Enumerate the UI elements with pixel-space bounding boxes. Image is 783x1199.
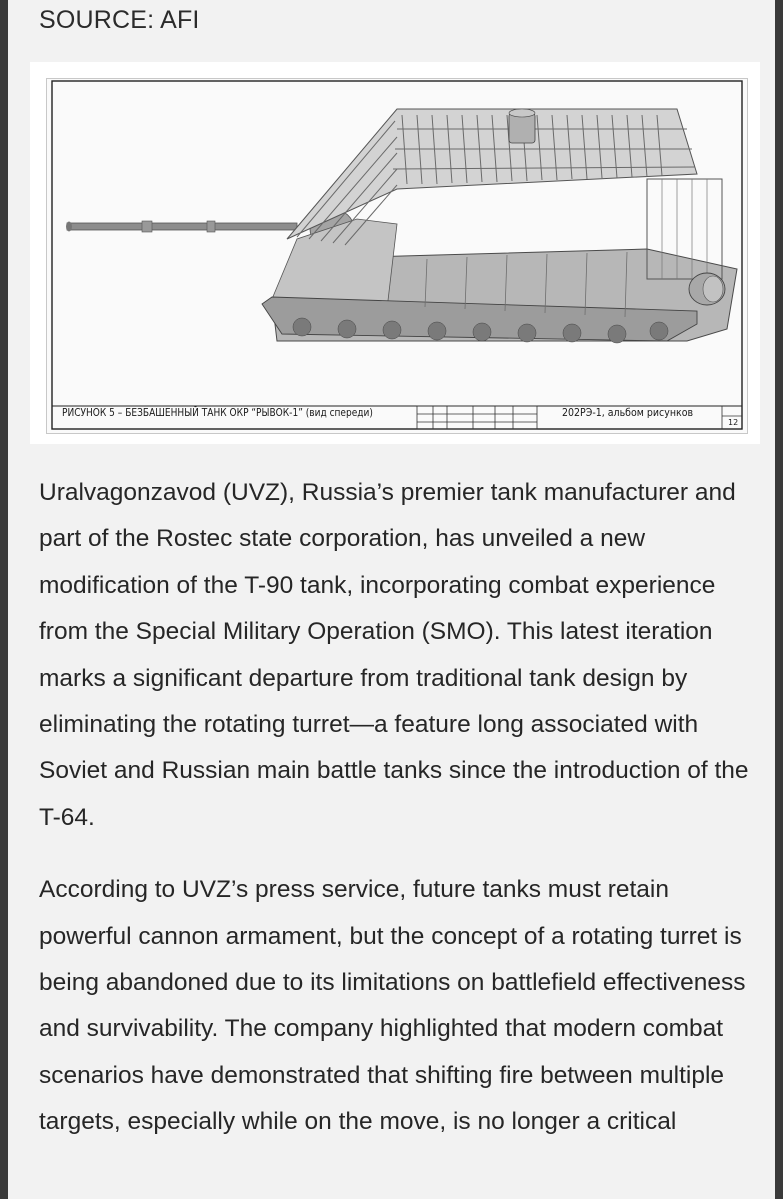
article-paragraph: According to UVZ’s press service, future tanks must retain powerful cannon armament, but the concept of a rotating turret is being abandoned due to its limitations on battlefield effectiveness and survivability. The company highlighted that modern combat scenarios have demonstrated that shifting fire between multiple targets, especially while on the move, is no longer a critical (39, 876, 746, 1136)
figure-caption: РИСУНОК 5 – БЕЗБАШЕННЫЙ ТАНК ОКР “РЫВОК-1” (вид спереди) (62, 407, 373, 419)
figure-album-reference: 202РЭ-1, альбом рисунков (562, 407, 694, 419)
image-source-label: SOURCE: AFI (39, 6, 200, 34)
tank-drawing-icon (47, 79, 747, 433)
figure-sheet-number: 12 (728, 418, 739, 427)
article-paragraph: Uralvagonzavod (UVZ), Russia’s premier tank manufacturer and part of the Rostec state corporation, has unveiled a new modification of the T-90 tank, incorporating combat experience from the Special Military Operation (SMO). This latest iteration marks a significant departure from traditional tank design by eliminating the rotating turret—a feature long associated with Soviet and Russian main battle tanks since the introduction of the T-64. (39, 479, 749, 831)
article-page (8, 0, 775, 1199)
tank-drawing (46, 78, 748, 434)
article-figure[interactable] (30, 62, 760, 444)
article-body (39, 470, 759, 1172)
